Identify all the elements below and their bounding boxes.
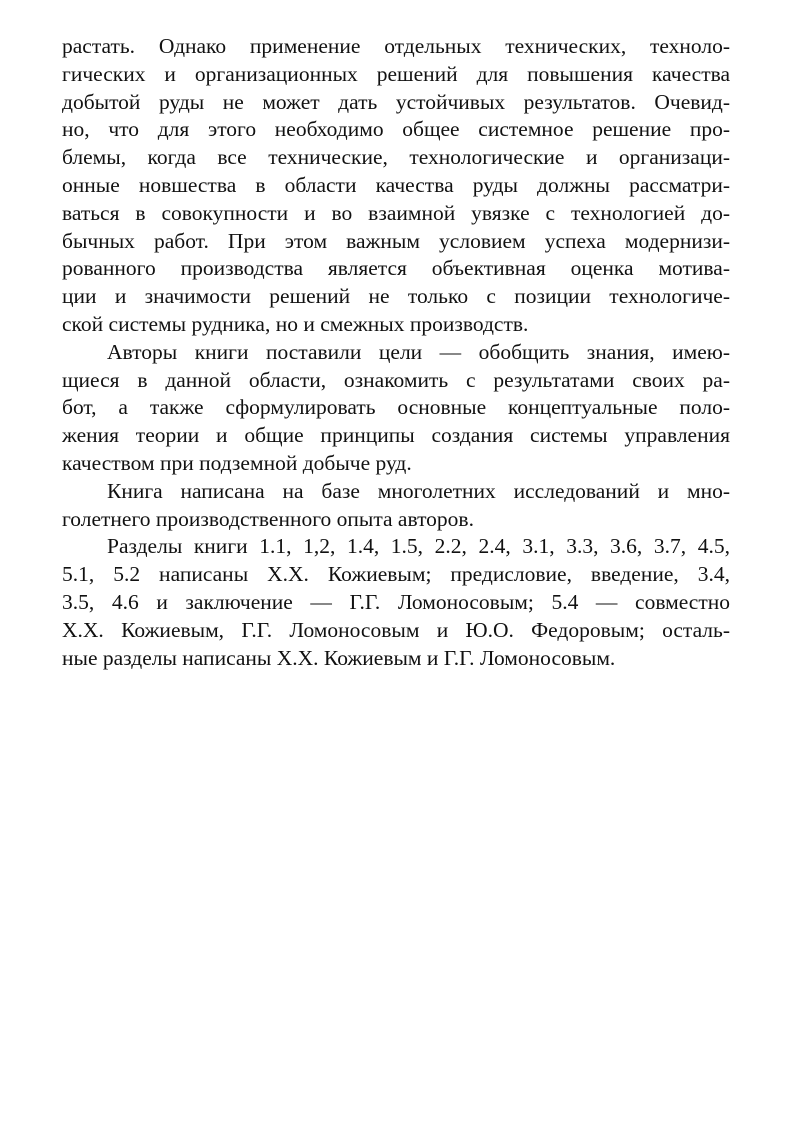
text-line: добытой руды не может дать устойчивых результатов. Очевид- [62, 89, 730, 114]
text-line: блемы, когда все технические, технологические и организаци- [62, 145, 730, 170]
text-line: ской системы рудника, но и смежных производств. [62, 311, 529, 336]
text-line: Авторы книги поставили цели — обобщить знания, имею- [107, 339, 730, 364]
text-line: Х.Х. Кожиевым, Г.Г. Ломоносовым и Ю.О. Федоровым; осталь- [62, 617, 730, 642]
text-line: Книга написана на базе многолетних исследований и мно- [107, 478, 730, 503]
paragraph-3 [62, 478, 730, 534]
text-line: ные разделы написаны Х.Х. Кожиевым и Г.Г. Ломоносовым. [62, 645, 616, 670]
text-line: голетнего производственного опыта авторов. [62, 506, 474, 531]
text-line: гических и организационных решений для повышения качества [62, 61, 730, 86]
text-line: качеством при подземной добыче руд. [62, 450, 412, 475]
text-line: жения теории и общие принципы создания системы управления [62, 423, 730, 448]
text-line: растать. Однако применение отдельных технических, техноло- [62, 34, 730, 58]
text-line: бот, а также сформулировать основные концептуальные поло- [62, 395, 730, 420]
text-line: 5.1, 5.2 написаны Х.Х. Кожиевым; предисловие, введение, 3.4, [62, 562, 730, 587]
text-line: онные новшества в области качества руды должны рассматри- [62, 172, 730, 197]
text-line: Разделы книги 1.1, 1,2, 1.4, 1.5, 2.2, 2.4, 3.1, 3.3, 3.6, 3.7, 4.5, [107, 534, 730, 559]
text-line: щиеся в данной области, ознакомить с результатами своих ра- [62, 367, 730, 392]
paragraph-4 [62, 533, 730, 672]
paragraph-2 [62, 339, 730, 478]
text-line: 3.5, 4.6 и заключение — Г.Г. Ломоносовым; 5.4 — совместно [62, 589, 730, 614]
paragraph-1 [62, 33, 730, 339]
text-line: но, что для этого необходимо общее системное решение про- [62, 117, 730, 142]
text-line: ции и значимости решений не только с позиции технологиче- [62, 284, 730, 309]
text-line: ваться в совокупности и во взаимной увязке с технологией до- [62, 200, 730, 225]
document-page [62, 33, 730, 672]
text-line: бычных работ. При этом важным условием успеха модернизи- [62, 228, 730, 253]
text-line: рованного производства является объективная оценка мотива- [62, 256, 730, 281]
